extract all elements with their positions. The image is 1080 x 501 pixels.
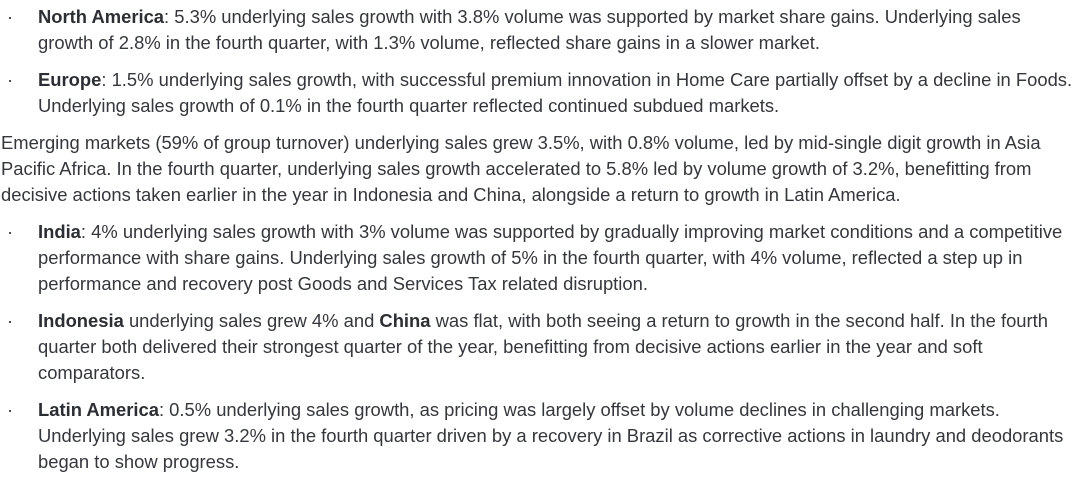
- bullet-icon: ·: [7, 399, 14, 420]
- bullet-icon: ·: [7, 69, 14, 90]
- text-run: : 5.3% underlying sales growth with 3.8% volume was supported by market share gains. Underlying sales growth of 2.8% in the fourth quarter, with 1.3% volume, reflected share gains in a slower market.: [38, 6, 1021, 53]
- bullet-item: [0, 308, 1080, 386]
- document-body: [0, 4, 1080, 475]
- text-run: was flat, with both seeing a return to growth in the second half. In the fourth quarter both delivered their strongest quarter of the year, benefitting from decisive actions earlier in the year and soft comparators.: [38, 310, 1048, 383]
- paragraph-text: [0, 130, 1080, 208]
- bullet-icon: ·: [7, 310, 14, 331]
- bullet-item: [0, 4, 1080, 56]
- bold-text-run: Indonesia: [38, 310, 124, 331]
- bold-text-run: North America: [38, 6, 165, 27]
- bullet-icon: ·: [7, 221, 14, 242]
- bullet-item: [0, 67, 1080, 119]
- text-run: : 0.5% underlying sales growth, as pricing was largely offset by volume declines in challenging markets. Underlying sales grew 3.2% in the fourth quarter driven by a recovery in Brazil as corrective actions in laundry and deodorants began to show progress.: [38, 399, 1064, 472]
- text-run: : 4% underlying sales growth with 3% volume was supported by gradually improving market conditions and a competitive performance with share gains. Underlying sales growth of 5% in the fourth quarter, with 4% volume, reflected a step up in performance and recovery post Goods and Services Tax related disruption.: [38, 221, 1063, 294]
- bullet-text: [38, 67, 1080, 119]
- bold-text-run: Latin America: [38, 399, 159, 420]
- bold-text-run: India: [38, 221, 81, 242]
- bullet-text: [38, 4, 1080, 56]
- text-run: underlying sales grew 4% and: [123, 310, 380, 331]
- bold-text-run: China: [379, 310, 431, 331]
- bullet-text: [38, 397, 1080, 475]
- bold-text-run: Europe: [38, 69, 102, 90]
- bullet-text: [38, 219, 1080, 297]
- text-run: Emerging markets (59% of group turnover) underlying sales grew 3.5%, with 0.8% volume, led by mid-single digit growth in Asia Pacific Africa. In the fourth quarter, underlying sales growth accelerated to 5.8% led by volume growth of 3.2%, benefitting from decisive actions taken earlier in the year in Indonesia and China, alongside a return to growth in Latin America.: [1, 132, 1041, 205]
- bullet-icon: ·: [7, 6, 14, 27]
- paragraph: [0, 130, 1080, 208]
- text-run: : 1.5% underlying sales growth, with successful premium innovation in Home Care partially offset by a decline in Foods. Underlying sales growth of 0.1% in the fourth quarter reflected continued subdued markets.: [38, 69, 1073, 116]
- bullet-item: [0, 219, 1080, 297]
- bullet-item: [0, 397, 1080, 475]
- bullet-text: [38, 308, 1080, 386]
